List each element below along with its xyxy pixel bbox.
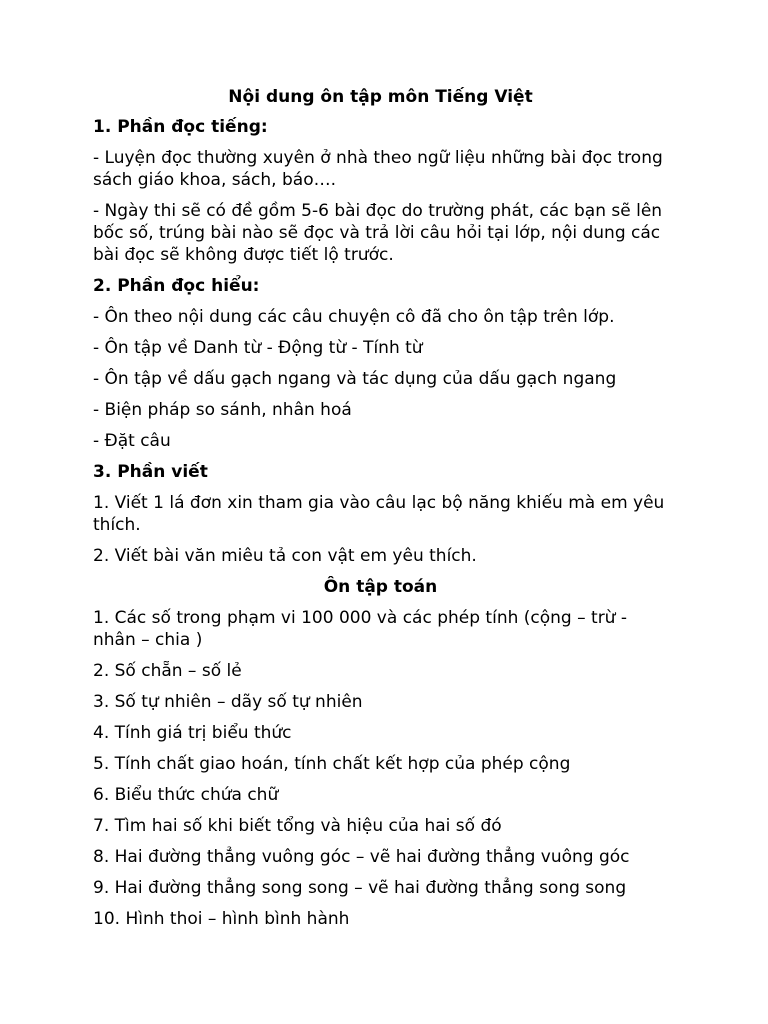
math-item: 5. Tính chất giao hoán, tính chất kết hợp của phép cộng: [93, 754, 571, 774]
reading-comprehension-item: - Ôn tập về dấu gạch ngang và tác dụng của dấu gạch ngang: [93, 369, 617, 389]
math-item: 4. Tính giá trị biểu thức: [93, 723, 292, 743]
math-item: 1. Các số trong phạm vi 100 000 và các phép tính (cộng – trừ - nhân – chia ): [93, 608, 627, 650]
reading-aloud-item: - Luyện đọc thường xuyên ở nhà theo ngữ liệu những bài đọc trong sách giáo khoa, sách, báo….: [93, 148, 663, 190]
math-item: 9. Hai đường thẳng song song – vẽ hai đường thẳng song song: [93, 878, 627, 898]
math-item: 2. Số chẵn – số lẻ: [93, 661, 242, 681]
reading-comprehension-item: - Đặt câu: [93, 431, 171, 451]
section-heading-reading-aloud: 1. Phần đọc tiếng:: [93, 117, 268, 137]
math-item: 8. Hai đường thẳng vuông góc – vẽ hai đường thẳng vuông góc: [93, 847, 630, 867]
section-heading-reading-comprehension: 2. Phần đọc hiểu:: [93, 276, 260, 296]
reading-comprehension-item: - Biện pháp so sánh, nhân hoá: [93, 400, 352, 420]
writing-item: 2. Viết bài văn miêu tả con vật em yêu thích.: [93, 546, 477, 566]
math-item: 6. Biểu thức chứa chữ: [93, 785, 279, 805]
document-title: Nội dung ôn tập môn Tiếng Việt: [228, 87, 533, 107]
math-item: 10. Hình thoi – hình bình hành: [93, 909, 350, 929]
math-item: 7. Tìm hai số khi biết tổng và hiệu của hai số đó: [93, 816, 502, 836]
writing-item: 1. Viết 1 lá đơn xin tham gia vào câu lạc bộ năng khiếu mà em yêu thích.: [93, 493, 665, 535]
reading-aloud-item: - Ngày thi sẽ có đề gồm 5-6 bài đọc do trường phát, các bạn sẽ lên bốc số, trúng bài nào sẽ đọc và trả lời câu hỏi tại lớp, nội dung các bài đọc sẽ không được tiết lộ trước.: [93, 201, 663, 265]
reading-comprehension-item: - Ôn theo nội dung các câu chuyện cô đã cho ôn tập trên lớp.: [93, 307, 615, 327]
reading-comprehension-item: - Ôn tập về Danh từ - Động từ - Tính từ: [93, 338, 423, 358]
math-heading: Ôn tập toán: [323, 577, 438, 597]
math-item: 3. Số tự nhiên – dãy số tự nhiên: [93, 692, 363, 712]
section-heading-writing: 3. Phần viết: [93, 462, 208, 482]
